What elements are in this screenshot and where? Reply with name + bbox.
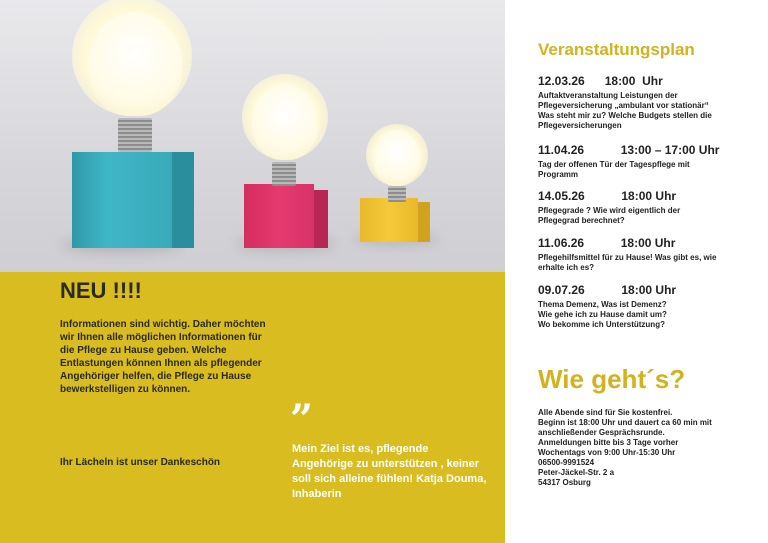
event-description: Tag der offenen Tür der Tagespflege mit Programm bbox=[538, 160, 690, 179]
event-date: 12.03.26 18:00 Uhr bbox=[538, 74, 663, 88]
info-paragraph: Informationen sind wichtig. Daher möchten wir Ihnen alle möglichen Informationen für die Pflege zu Hause geben. Welche Entlastungen können Ihnen als pflegender Angehöriger helfen, die Pflege zu Hause bewerkstelligen zu können. bbox=[60, 319, 266, 395]
event-item bbox=[538, 283, 758, 330]
plan-title: Veranstaltungsplan bbox=[538, 40, 695, 59]
neu-heading: NEU !!!! bbox=[60, 278, 142, 303]
event-description: Auftaktveranstaltung Leistungen der Pflegeversicherung „ambulant vor stationär“ Was steht mir zu? Welche Budgets stellen die Pflegeversicherungen bbox=[538, 91, 712, 130]
event-description: Pflegehilfsmittel für zu Hause! Was gibt es, wie erhalte ich es? bbox=[538, 253, 717, 272]
pink-block bbox=[244, 184, 314, 248]
event-date: 11.06.26 18:00 Uhr bbox=[538, 236, 676, 250]
quote-text: Mein Ziel ist es, pflegende Angehörige zu unterstützen , keiner soll sich alleine fühlen! Katja Douma, Inhaberin bbox=[292, 443, 487, 500]
contact-info: Alle Abende sind für Sie kostenfrei. Beginn ist 18:00 Uhr und dauert ca 60 min mit anschließender Gesprächsrunde. Anmeldungen bitte bis 3 Tage vorher Wochentags von 9:00 Uhr-15:30 Uhr 06500-9991524 Peter-Jäckel-Str. 2 a 54317 Osburg bbox=[538, 408, 712, 487]
teal-block bbox=[72, 152, 172, 248]
event-date: 09.07.26 18:00 Uhr bbox=[538, 283, 677, 297]
event-item bbox=[538, 74, 758, 131]
event-description: Pflegegrade ? Wie wird eigentlich der Pflegegrad berechnet? bbox=[538, 206, 681, 225]
lightbulb-small-icon bbox=[374, 130, 420, 186]
event-item bbox=[538, 143, 758, 180]
yellow-block bbox=[360, 198, 418, 242]
event-description: Thema Demenz, Was ist Demenz? Wie gehe ich zu Hause damit um? Wo bekomme ich Unterstützung? bbox=[538, 300, 667, 329]
event-item bbox=[538, 189, 758, 226]
quote-mark-icon: ” bbox=[290, 396, 314, 443]
lightbulb-large-icon bbox=[88, 12, 182, 116]
smile-text: Ihr Lächeln ist unser Dankeschön bbox=[60, 457, 221, 468]
yellow-panel bbox=[0, 272, 505, 543]
lightbulb-medium-icon bbox=[252, 84, 318, 160]
lightbulbs-photo bbox=[0, 0, 505, 272]
event-date: 11.04.26 13:00 – 17:00 Uhr bbox=[538, 143, 720, 157]
event-item bbox=[538, 236, 758, 273]
wie-gehts-heading: Wie geht´s? bbox=[538, 364, 686, 394]
event-date: 14.05.26 18:00 Uhr bbox=[538, 189, 677, 203]
